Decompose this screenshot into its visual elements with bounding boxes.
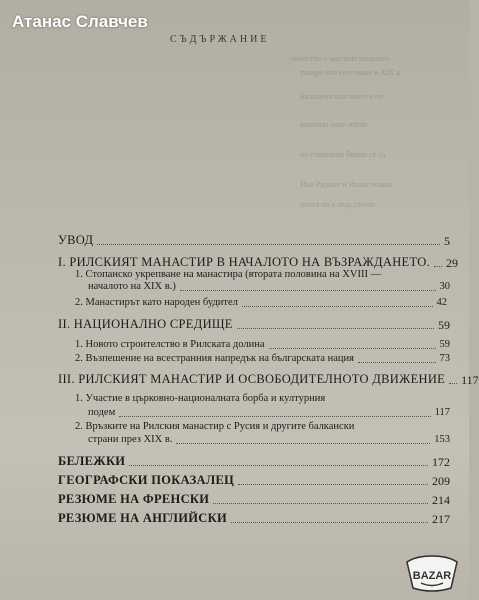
toc-entry [58,318,450,331]
toc-entry-title: УВОД [58,233,94,247]
watermark-seller-name: Атанас Славчев [12,12,148,31]
toc-entry-page: 214 [432,492,450,507]
toc-subentry-line: 1. Стопанско укрепване на манастира (втората половина на XVIII — [75,269,382,280]
toc-entry-title: 1. Новото строителство в Рилската долина [75,339,265,350]
bleed-through-text: на славянски бинки се са [300,150,386,159]
toc-entry-title: БЕЛЕЖКИ [58,454,126,468]
toc-entry-page: 59 [438,317,450,332]
toc-entry-page: 172 [432,454,450,469]
toc-entry [58,493,450,506]
toc-entry-title: ГЕОГРАФСКИ ПОКАЗАЛЕЦ [58,473,235,487]
leader-dots [231,522,428,523]
toc-entry-page: 117 [461,372,479,387]
toc-entry [58,234,450,247]
toc-entry [58,372,479,387]
toc-entry [75,354,450,365]
leader-dots [176,443,430,444]
toc-entry-page: 42 [436,297,447,308]
bleed-through-text: поста ма в пещ стеове [300,200,376,209]
leader-dots [242,306,433,307]
leader-dots [129,465,428,466]
contents-heading: СЪДЪРЖАНИЕ [170,34,270,45]
toc-entry-page: 29 [445,255,458,270]
toc-entry-page: 209 [432,473,450,488]
leader-dots [180,290,436,291]
toc-entry-page: 73 [439,353,450,364]
toc-subentry-line: 1. Участие в църковно-националната борба и културния [75,393,326,404]
toc-entry [88,282,450,293]
toc-entry-page: 217 [432,511,450,526]
toc-entry [88,408,450,419]
toc-entry-title: I. РИЛСКИЯТ МАНАСТИР В НАЧАЛОТО НА ВЪЗРАЖДАНЕТО. [58,255,430,269]
toc-entry [58,512,450,525]
bleed-through-text: Ния Ридоне и Ятока пешки [300,180,393,189]
bleed-through-text: Бълнотон кол пвото в еп [300,92,383,101]
toc-subentry-line: 2. Връзките на Рилския манастир с Русия и другите балкански [75,421,355,432]
toc-entry [58,474,450,487]
leader-dots [358,362,436,363]
toc-entry-title: подем [88,407,116,418]
bazar-logo-text: BAZAR [412,570,452,582]
toc-entry-title: РЕЗЮМЕ НА ФРЕНСКИ [58,492,210,506]
leader-dots [213,503,428,504]
leader-dots [269,348,436,349]
toc-entry-title: началото на XIX в.) [88,281,176,292]
toc-entry-title: РЕЗЮМЕ НА АНГЛИЙСКИ [58,511,228,525]
leader-dots [238,484,428,485]
bleed-through-text: тъпаро ото селтоване в XIX в [300,68,401,77]
leader-dots [449,383,457,384]
toc-entry-title: II. НАЦИОНАЛНО СРЕДИЩЕ [58,317,233,331]
toc-entry [88,435,450,446]
bazar-logo [401,552,463,594]
toc-entry [58,455,450,468]
toc-entry-page: 59 [439,339,450,350]
toc-entry [75,340,450,351]
toc-entry-page: 5 [444,233,450,248]
bleed-through-text: вопенни нове итела [300,120,367,129]
toc-entry-page: 153 [434,434,450,445]
leader-dots [434,266,442,267]
toc-entry-page: 30 [439,281,450,292]
toc-entry-title: 2. Възпешение на всестранния напредък на българската нация [75,353,354,364]
toc-entry [58,255,458,270]
bleed-through-text: ничестни с маслене нащичто [290,54,389,63]
toc-entry-page: 117 [434,407,450,418]
leader-dots [119,416,430,417]
toc-entry-title: 2. Манастирът като народен будител [75,297,238,308]
toc-entry [75,298,447,309]
toc-entry-title: III. РИЛСКИЯТ МАНАСТИР И ОСВОБОДИТЕЛНОТО ДВИЖЕНИЕ [58,372,446,386]
toc-entry-title: страни през XIX в. [88,434,173,445]
leader-dots [237,328,434,329]
leader-dots [97,244,440,245]
